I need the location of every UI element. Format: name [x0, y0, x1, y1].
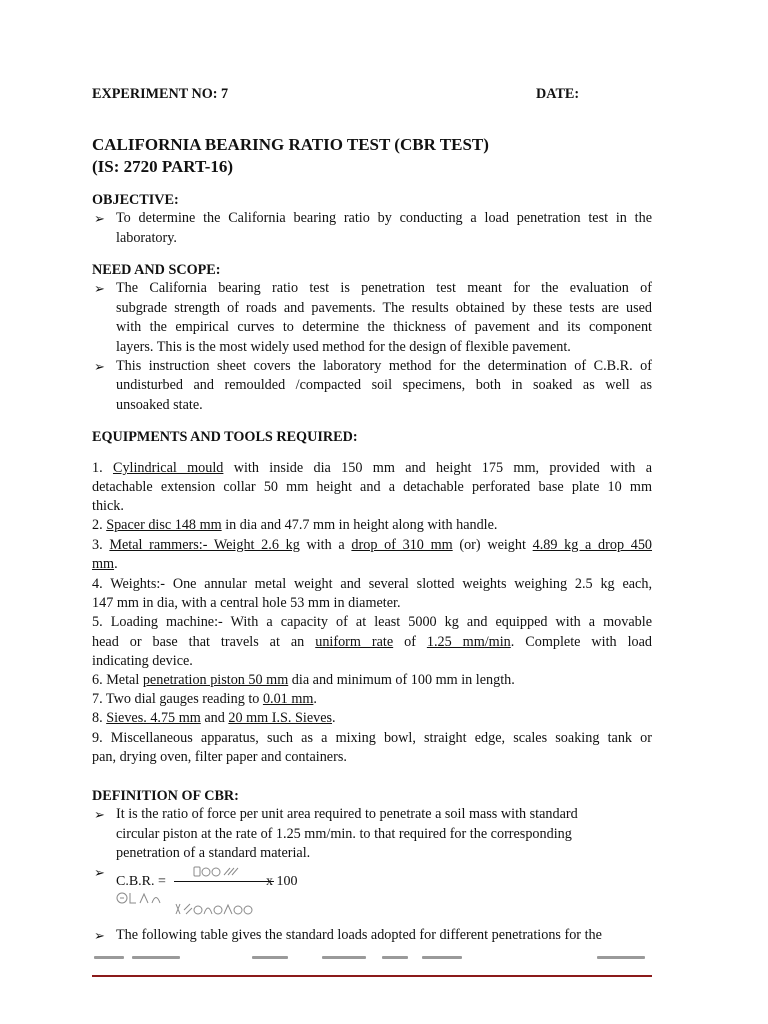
equipment-item-line: thick.	[92, 498, 124, 514]
cbr-formula	[116, 864, 416, 924]
fraction-bar	[174, 881, 274, 882]
need-scope-text-line: This instruction sheet covers the laboratory method for the determination of C.B.R. of	[116, 358, 652, 374]
definition-text-line: penetration of a standard material.	[116, 845, 311, 861]
equipment-item-line: 147 mm in dia, with a central hole 53 mm in diameter.	[92, 595, 401, 611]
footer-rule	[92, 975, 652, 977]
need-scope-text-line: with the empirical curves to determine the thickness of pavement and its component	[116, 319, 652, 335]
definition-text-line: circular piston at the rate of 1.25 mm/min. to that required for the corresponding	[116, 826, 572, 842]
equipment-term: 20 mm I.S. Sieves	[228, 710, 333, 726]
equipment-item: 3. Metal rammers:- Weight 2.6 kg with a drop of 310 mm (or) weight 4.89 kg a drop 450	[92, 537, 653, 553]
objective-heading: OBJECTIVE:	[92, 192, 179, 208]
equipment-item: 8. Sieves. 4.75 mm and 20 mm I.S. Sieves.	[92, 710, 336, 726]
bullet-arrow-icon: ➢	[94, 865, 105, 880]
equipment-item: 9. Miscellaneous apparatus, such as a mixing bowl, straight edge, scales soaking tank or	[92, 730, 652, 746]
document-title: CALIFORNIA BEARING RATIO TEST (CBR TEST)	[92, 135, 489, 154]
document-subtitle: (IS: 2720 PART-16)	[92, 157, 234, 176]
equipment-term: 0.01 mm	[262, 691, 314, 707]
need-scope-text-line: unsoaked state.	[116, 397, 203, 413]
formula-numerator-glyphs	[192, 864, 252, 878]
equipment-term: penetration piston 50 mm	[142, 672, 289, 688]
equipment-item-line: detachable extension collar 50 mm height and a detachable perforated base plate 10 mm	[92, 479, 652, 495]
formula-left-glyphs	[116, 890, 166, 906]
experiment-number: EXPERIMENT NO: 7	[92, 86, 229, 102]
bullet-arrow-icon: ➢	[94, 807, 105, 822]
equipment-item: 7. Two dial gauges reading to 0.01 mm.	[92, 691, 317, 707]
formula-denominator-glyphs	[174, 900, 254, 918]
equipment-item: 1. Cylindrical mould with inside dia 150 mm and height 175 mm, provided with a	[92, 460, 652, 476]
need-scope-text-line: The California bearing ratio test is penetration test meant for the evaluation of	[116, 280, 652, 296]
equipment-term: Sieves. 4.75 mm	[106, 710, 201, 726]
need-scope-text-line: subgrade strength of roads and pavements. The results obtained by these tests are used	[116, 300, 652, 316]
equipment-item: 6. Metal penetration piston 50 mm dia and minimum of 100 mm in length.	[92, 672, 515, 688]
bullet-arrow-icon: ➢	[94, 281, 105, 296]
equipment-term: uniform rate	[315, 634, 394, 650]
need-scope-heading: NEED AND SCOPE:	[92, 262, 221, 278]
equipment-term: Cylindrical mould	[112, 460, 224, 476]
equipment-item: 5. Loading machine:- With a capacity of at least 5000 kg and equipped with a movable	[92, 614, 652, 630]
definition-text-line: It is the ratio of force per unit area required to penetrate a soil mass with standard	[116, 806, 578, 822]
clipped-text-fragment	[92, 953, 652, 961]
need-scope-text-line: layers. This is the most widely used method for the design of flexible pavement.	[116, 339, 571, 355]
equipment-term: drop of 310 mm	[351, 537, 453, 553]
equipment-term: 1.25 mm/min	[426, 634, 511, 650]
equipment-item-line: indicating device.	[92, 653, 193, 669]
equipment-item: 4. Weights:- One annular metal weight and several slotted weights weighing 2.5 kg each,	[92, 576, 652, 592]
need-scope-text-line: undisturbed and remoulded /compacted soil specimens, both in soaked as well as	[116, 377, 652, 393]
equipment-term: mm	[92, 556, 115, 572]
equipment-item-line: pan, drying oven, filter paper and containers.	[92, 749, 347, 765]
equipment-item-line: mm.	[92, 556, 118, 572]
equipment-item-line: head or base that travels at an uniform rate of 1.25 mm/min. Complete with load	[92, 634, 652, 650]
objective-text-line: laboratory.	[116, 230, 177, 246]
bullet-arrow-icon: ➢	[94, 359, 105, 374]
equipment-term: 4.89 kg a drop 450	[532, 537, 653, 553]
equipment-item: 2. Spacer disc 148 mm in dia and 47.7 mm in height along with handle.	[92, 517, 498, 533]
definition-text-line: The following table gives the standard loads adopted for different penetrations for the	[116, 927, 602, 943]
equipment-term: Spacer disc 148 mm	[106, 517, 222, 533]
formula-rhs: x 100	[266, 874, 298, 889]
date-label: DATE:	[536, 86, 580, 102]
equipment-term: Metal rammers:- Weight 2.6 kg	[109, 537, 300, 553]
formula-lhs: C.B.R. =	[116, 874, 166, 889]
bullet-arrow-icon: ➢	[94, 211, 105, 226]
bullet-arrow-icon: ➢	[94, 928, 105, 943]
objective-text-line: To determine the California bearing ratio by conducting a load penetration test in the	[116, 210, 652, 226]
definition-heading: DEFINITION OF CBR:	[92, 788, 239, 804]
equipment-heading: EQUIPMENTS AND TOOLS REQUIRED:	[92, 429, 358, 445]
